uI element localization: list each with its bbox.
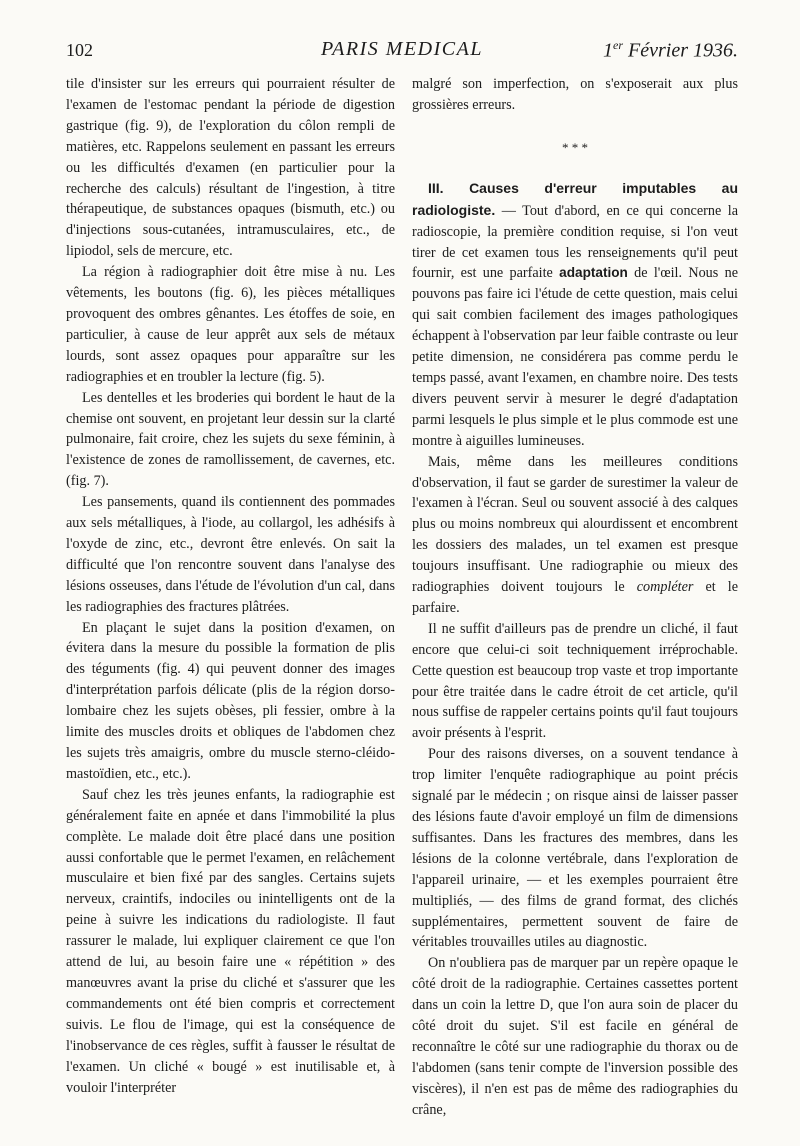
italic-word: compléter xyxy=(636,579,694,596)
page-number: 102 xyxy=(66,40,93,60)
section-separator: * * * xyxy=(562,139,588,155)
right-column xyxy=(412,74,738,1121)
paragraph: En plaçant le sujet dans la position d'examen, on évitera dans la mesure du possible la formation de plis des téguments (fig. 4) qui peuvent donner des images d'interprétation parfois délicate (plis de la région dorso-lombaire chez les sujets obèses, pli fessier, ombre à la limite des muscles droits et obliques de l'abdomen chez les sujets très amaigris, ombre du muscle sterno-cléido-mastoïdien, etc., etc.). xyxy=(66,619,395,782)
page-header xyxy=(66,38,738,68)
section-heading: III. Causes d'erreur imputables au radiologiste. xyxy=(412,179,738,218)
paragraph: Sauf chez les très jeunes enfants, la radiographie est généralement faite en apnée et dans l'immobilité la plus complète. Le malade doit être placé dans une position aussi confortable que le permet l'examen, en relâchement musculaire et bien fixé par des sangles. Certains sujets nerveux, craintifs, indociles ou inintelligents ont de la peine à suivre les indications du radiologiste. Il faut rassurer le malade, lui expliquer clairement ce que l'on attend de lui, au besoin faire une « répétition » des manœuvres avant la prise du cliché et s'assurer que les commandements ont été bien compris et correctement suivis. Le flou de l'image, qui est la conséquence de l'inobservance de ces règles, suffit à fausser le résultat de l'examen. Un cliché « bougé » est inutilisable et, à vouloir l'interpréter xyxy=(66,786,395,1096)
paragraph: Les dentelles et les broderies qui bordent le haut de la chemise ont souvent, en projetant leur dessin sur la clarté pulmonaire, fait croire, chez les sujets du sexe féminin, à l'existence de zones de ramollissement, de cavernes, etc. (fig. 7). xyxy=(66,389,395,490)
paragraph: La région à radiographier doit être mise à nu. Les vêtements, les boutons (fig. 6), les pièces métalliques provoquent des ombres gênantes. Les étoffes de soie, en particulier, à cause de leur apprêt aux sels de métaux lourds, sont assez opaques pour apparaître sur les radiographies et en troubler la lecture (fig. 5). xyxy=(66,264,395,385)
paragraph: On n'oubliera pas de marquer par un repère opaque le côté droit de la radiographie. Certaines cassettes portent dans un coin la lettre D, que l'on aura soin de placer du côté droit du sujet. S'il est facile en général de reconnaître le côté sur une radiographie du thorax ou de l'abdomen (sans tenir compte de l'inversion possible des viscères), il n'en est pas de même des radiographies du crâne, xyxy=(412,955,738,1118)
paragraph: malgré son imperfection, on s'exposerait aux plus grossières erreurs. xyxy=(412,76,738,113)
paragraph: Les pansements, quand ils contiennent des pommades aux sels métalliques, à l'iode, au collargol, les adhésifs à l'oxyde de zinc, etc., devront être enlevés. On sait la difficulté que l'on rencontre souvent dans l'analyse des lésions osseuses, dans l'étude de l'évolution d'un cal, dans les radiographies des fractures plâtrées. xyxy=(66,494,395,615)
journal-title: PARIS MEDICAL xyxy=(321,38,483,60)
paragraph: tile d'insister sur les erreurs qui pourraient résulter de l'examen de l'estomac pendant la période de digestion gastrique (fig. 9), de l'exploration du côlon rempli de matières, etc. Rappelons seulement en passant les erreurs ou les difficultés d'examen (en particulier pour la recherche des calculs) résultant de l'ingestion, à titre thérapeutique, de substances opaques (bismuth, etc.) ou d'injections sous-cutanées, intramusculaires, etc., de lipiodol, sels de mercure, etc. xyxy=(66,76,395,260)
keyword: adaptation xyxy=(559,265,628,281)
paragraph: Pour des raisons diverses, on a souvent tendance à trop limiter l'enquête radiographique au point précis signalé par le médecin ; on risque ainsi de laisser passer des lésions faute d'avoir employé un film de dimensions suffisantes. Dans les fractures des membres, dans les lésions de la colonne vertébrale, dans l'exploration de l'appareil urinaire, — et les exemples pourraient être multipliés, — des films de grand format, des clichés supplémentaires, permettent souvent de faire de véritables trouvailles utiles au diagnostic. xyxy=(412,746,738,951)
issue-date: 1er Février 1936. xyxy=(603,38,738,62)
section-paragraph: III. Causes d'erreur imputables au radiologiste. — Tout d'abord, en ce qui concerne la radioscopie, la première condition requise, si l'on veut tirer de cet examen tous les renseignements qu'il peut fournir, est une parfaite adaptation de l'œil. Nous ne pouvons pas faire ici l'étude de cette question, mais celui qui sait combien facilement des images pathologiques échappent à l'observation par leur faible contraste ou leur petite dimension, ne considérera pas comme perdu le temps passé, avant l'examen, en chambre noire. Des tests divers peuvent servir à mesurer le degré d'adaptation parmi lesquels le plus simple et le plus commode est une montre à aiguilles lumineuses. xyxy=(412,179,738,449)
left-column xyxy=(66,74,395,1098)
paragraph: Il ne suffit d'ailleurs pas de prendre un cliché, il faut encore que celui-ci soit techniquement irréprochable. Cette question est beaucoup trop vaste et trop importante pour être traitée dans le cadre étroit de cet article, qu'il nous suffise de rappeler certains points qu'il faut toujours avoir présents à l'esprit. xyxy=(412,620,738,742)
paragraph: Mais, même dans les meilleures conditions d'observation, il faut se garder de surestimer la valeur de l'examen à l'écran. Seul ou souvent associé à des calques plus ou moins nombreux qui alourdissent et encombrent les dossiers des malades, un tel examen est presque toujours insuffisant. Une radiographie ou mieux des radiographies doivent toujours le compléter et le parfaire. xyxy=(412,453,739,616)
